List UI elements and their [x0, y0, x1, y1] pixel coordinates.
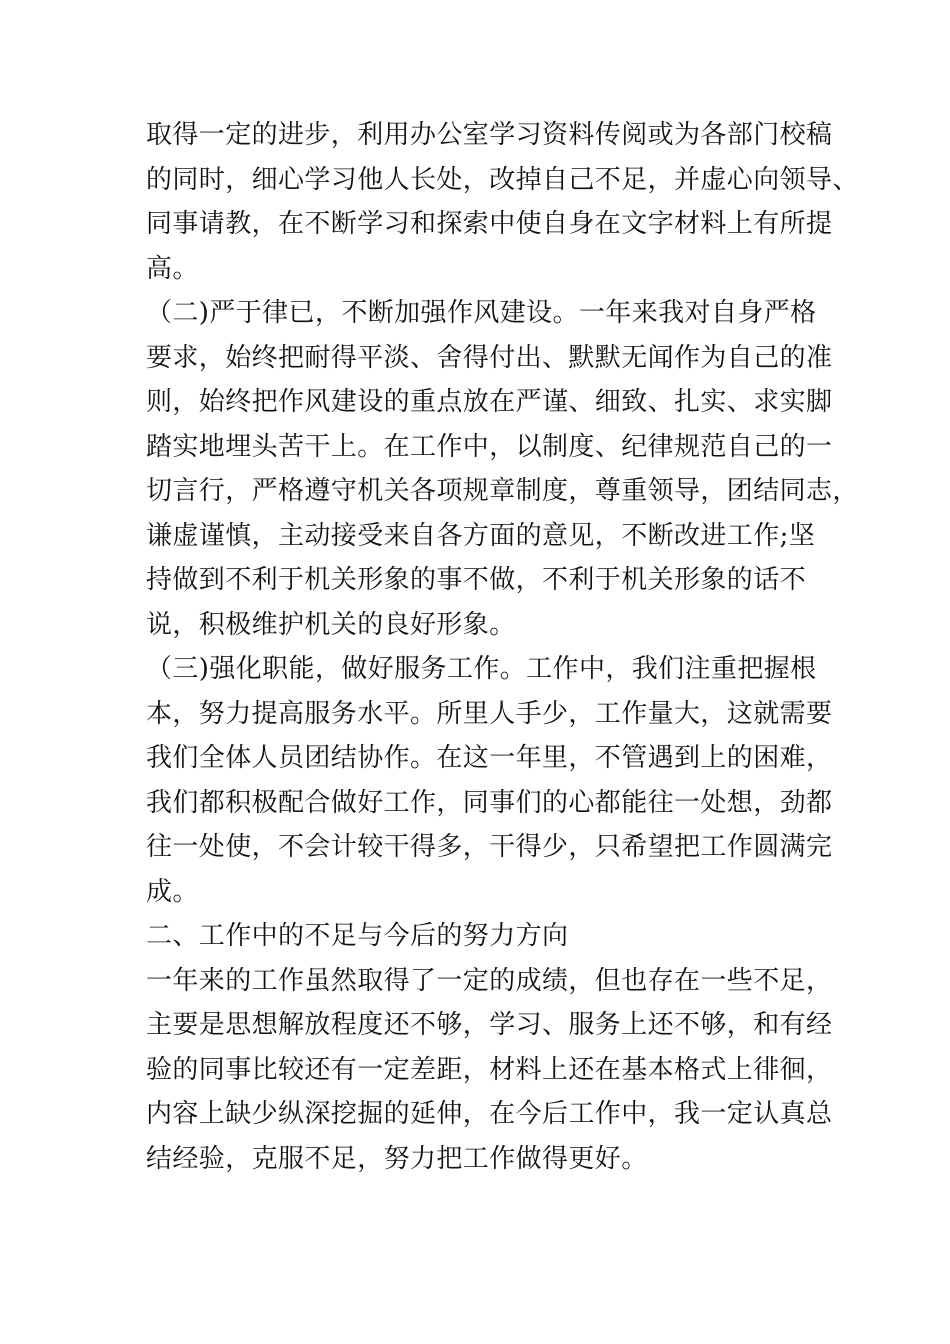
- text-line: （二)严于律已，不断加强作风建设。一年来我对自身严格: [146, 298, 817, 328]
- text-line: 的同时，细心学习他人长处，改掉自己不足，并虚心向领导、: [146, 164, 859, 195]
- text-line: 内容上缺少纵深挖掘的延伸，在今后工作中，我一定认真总: [146, 1099, 833, 1129]
- document-body: [146, 113, 859, 1181]
- text-line: 则，始终把作风建设的重点放在严谨、细致、扎实、求实脚: [146, 387, 833, 417]
- text-line: 切言行，严格遵守机关各项规章制度，尊重领导，团结同志，: [146, 476, 859, 506]
- text-line: 一年来的工作虽然取得了一定的成绩，但也存在一些不足，: [146, 965, 833, 996]
- text-line: 成。: [146, 876, 199, 907]
- text-line: 谦虚谨慎，主动接受来自各方面的意见，不断改进工作;坚: [146, 520, 816, 551]
- text-line: 本，努力提高服务水平。所里人手少，工作量大，这就需要: [146, 698, 833, 729]
- section-heading: 二、工作中的不足与今后的努力方向: [146, 921, 569, 951]
- text-line: 验的同事比较还有一定差距，材料上还在基本格式上徘徊，: [146, 1054, 833, 1085]
- text-line: 说，积极维护机关的良好形象。: [146, 609, 516, 640]
- text-line: 结经验，克服不足，努力把工作做得更好。: [146, 1143, 648, 1174]
- text-line: 持做到不利于机关形象的事不做，不利于机关形象的话不: [146, 565, 807, 595]
- text-line: 要求，始终把耐得平淡、舍得付出、默默无闻作为自己的准: [146, 342, 833, 373]
- text-line: 踏实地埋头苦干上。在工作中，以制度、纪律规范自己的一: [146, 431, 833, 462]
- text-line: 往一处使，不会计较干得多，干得少，只希望把工作圆满完: [146, 832, 833, 862]
- text-line: 取得一定的进步，利用办公室学习资料传阅或为各部门校稿: [146, 120, 833, 150]
- text-line: 高。: [146, 253, 199, 284]
- text-line: 同事请教，在不断学习和探索中使自身在文字材料上有所提: [146, 209, 833, 239]
- text-line: 我们都积极配合做好工作，同事们的心都能往一处想，劲都: [146, 787, 833, 818]
- text-line: 主要是思想解放程度还不够，学习、服务上还不够，和有经: [146, 1010, 833, 1040]
- text-line: 我们全体人员团结协作。在这一年里，不管遇到上的困难，: [146, 743, 833, 773]
- text-line: （三)强化职能，做好服务工作。工作中，我们注重把握根: [146, 654, 817, 684]
